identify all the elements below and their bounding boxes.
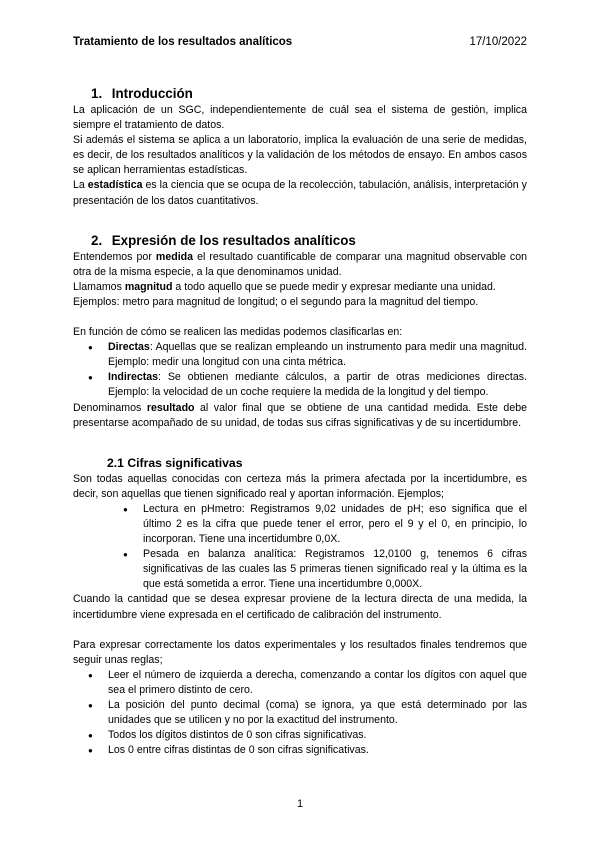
list-item xyxy=(108,340,527,370)
list-item: ● Los 0 entre cifras distintas de 0 son cifras significativas. xyxy=(108,743,527,758)
text-run: a todo aquello que se puede medir y expresar mediante una unidad. xyxy=(172,280,496,293)
section-1-title: Introducción xyxy=(111,86,193,101)
text-run: Entendemos por xyxy=(73,250,156,263)
list-item: ● Leer el número de izquierda a derecha, comenzando a contar los dígitos con aquel que sea el primero distinto de cero. xyxy=(108,668,527,698)
text-run: Llamamos xyxy=(73,280,125,293)
s2-paragraph-4: En función de cómo se realicen las medidas podemos clasificarlas en: xyxy=(73,326,403,339)
s2-paragraph-2 xyxy=(73,280,527,295)
s1-paragraph-2: Si además el sistema se aplica a un laboratorio, implica la evaluación de una serie de medidas, es decir, de los resultados analíticos y la validación de los métodos de ensayo. En ambos casos se aplican herramientas estadísticas. xyxy=(73,134,527,177)
section-2-number: 2. xyxy=(91,232,103,248)
section-2-title: Expresión de los resultados analíticos xyxy=(111,232,356,248)
s1-paragraph-3 xyxy=(73,178,527,208)
s2-paragraph-3: Ejemplos: metro para magnitud de longitud; o el segundo para la magnitud del tiempo. xyxy=(73,295,479,308)
text-run: el resultado cuantificable de comparar una magnitud observable con otra de la misma especie, a la que denominamos unidad. xyxy=(73,250,527,278)
s2-paragraph-1 xyxy=(73,250,527,280)
section-2-heading xyxy=(91,233,527,249)
page-number: 1 xyxy=(296,798,304,810)
s2-paragraph-5 xyxy=(73,401,527,431)
measure-types-list xyxy=(108,340,527,400)
bold-term: Directas xyxy=(108,341,150,354)
text-run: : Aquellas que se realizan empleando un instrumento para medir una magnitud. Ejemplo: medir una longitud con una cinta métrica. xyxy=(108,341,527,369)
list-item xyxy=(108,370,527,400)
section-1-number: 1. xyxy=(91,86,103,101)
header-date: 17/10/2022 xyxy=(469,36,527,48)
list-item: ● Lectura en pHmetro: Registramos 9,02 unidades de pH; eso significa que el último 2 es la cifra que puede tener el error, pero el 9 y el 0, en principio, lo incorporan. Tiene una incertidumbre 0,0X. xyxy=(143,502,527,547)
document-body xyxy=(73,86,527,758)
s21-paragraph-2: Cuando la cantidad que se desea expresar proviene de la lectura directa de una medida, la incertidumbre viene expresada en el certificado de calibración del instrumento. xyxy=(73,593,527,621)
subsection-2-1-heading: 2.1 Cifras significativas xyxy=(107,455,243,470)
header-title: Tratamiento de los resultados analíticos xyxy=(73,36,293,48)
bold-term: Indirectas xyxy=(108,371,159,384)
list-item: ● La posición del punto decimal (coma) se ignora, ya que está determinado por las unidades que se utilicen y no por la exactitud del instrumento. xyxy=(108,698,527,728)
list-item: ● Pesada en balanza analítica: Registramos 12,0100 g, tenemos 6 cifras significativas de las cuales las 5 primeras tienen significado real y la última es la que está sometida a error. Tiene una incertidumbre 0,000X. xyxy=(143,547,527,592)
text-run: al valor final que se obtiene de una cantidad medida. Este debe presentarse acompañado de su unidad, de todas sus cifras significativas y de su incertidumbre. xyxy=(73,401,527,429)
s21-paragraph-3: Para expresar correctamente los datos experimentales y los resultados finales tendremos que seguir unas reglas; xyxy=(73,638,527,666)
s1-paragraph-1: La aplicación de un SGC, independientemente de cuál sea el sistema de gestión, implica siempre el tratamiento de datos. xyxy=(73,104,527,132)
bold-term: magnitud xyxy=(124,280,173,293)
rules-list xyxy=(108,668,527,759)
examples-list xyxy=(143,502,527,593)
text-run: es la ciencia que se ocupa de la recolección, tabulación, análisis, interpretación y presentación de los datos cuantitativos. xyxy=(73,179,527,207)
text-run: La xyxy=(73,179,88,192)
s21-paragraph-1: Son todas aquellas conocidas con certeza más la primera afectada por la incertidumbre, es decir, son aquellas que tienen significado real y aportan información. Ejemplos; xyxy=(73,472,527,500)
text-run: : Se obtienen mediante cálculos, a partir de otras mediciones directas. Ejemplo: la velocidad de un coche requiere la medida de la longitud y del tiempo. xyxy=(108,371,527,399)
list-item: ● Todos los dígitos distintos de 0 son cifras significativas. xyxy=(108,728,527,743)
bold-term: medida xyxy=(155,250,194,263)
section-1-heading xyxy=(91,86,527,102)
bold-term: resultado xyxy=(146,401,195,414)
bold-term: estadística xyxy=(87,179,143,192)
text-run: Denominamos xyxy=(73,401,147,414)
